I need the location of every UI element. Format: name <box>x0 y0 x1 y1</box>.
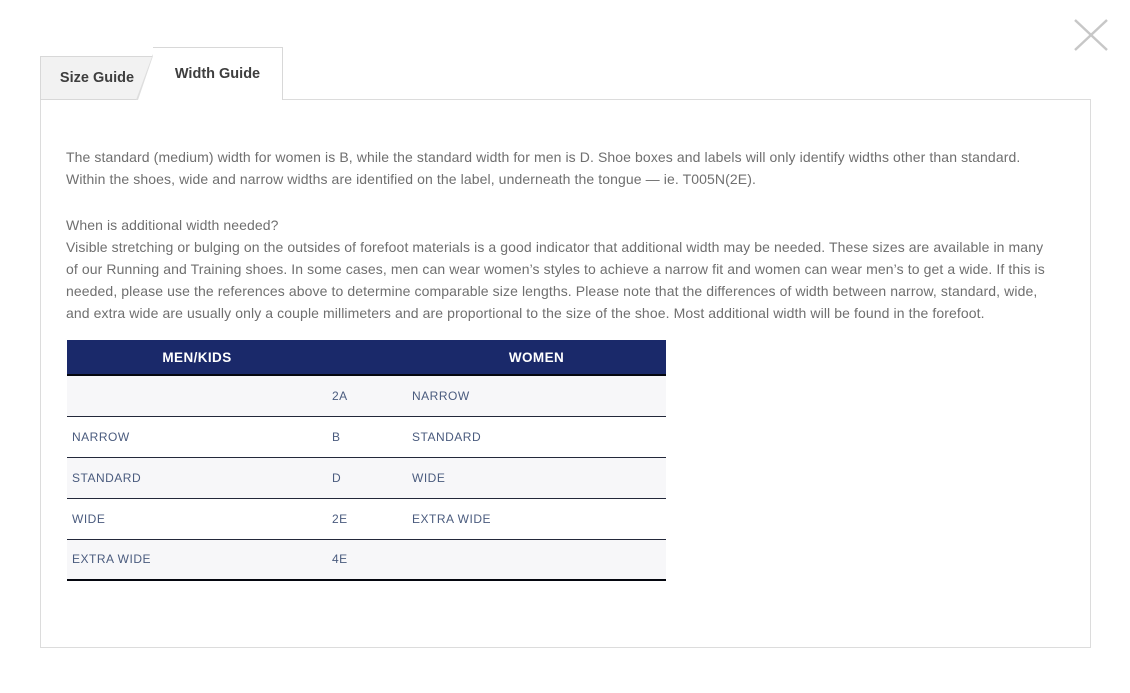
header-men-kids: MEN/KIDS <box>67 340 327 375</box>
tab-width-guide[interactable] <box>153 47 283 100</box>
cell-code: 2E <box>332 511 348 526</box>
answer-paragraph: Visible stretching or bulging on the outsides of forefoot materials is a good indicator that additional width may be needed. These sizes are available in many of our Running and Training shoes. In some cases, men can wear women’s styles to achieve a narrow fit and women can wear men’s to get a wide. If this is needed, please use the references above to determine comparable size lengths. Please note that the differences of width between narrow, standard, wide, and extra wide are usually only a couple millimeters and are proportional to the size of the shoe. Most additional width will be found in the forefoot. <box>66 239 1045 321</box>
close-button[interactable] <box>1070 14 1112 56</box>
tab-bar <box>40 47 283 100</box>
cell-women: STANDARD <box>412 429 482 444</box>
cell-women: WIDE <box>412 470 446 485</box>
question-heading: When is additional width needed? <box>66 217 279 233</box>
table-header-row <box>67 340 666 375</box>
cell-men: STANDARD <box>72 470 142 485</box>
header-code-spacer <box>327 340 407 375</box>
header-women: WOMEN <box>407 340 666 375</box>
cell-code: D <box>332 470 342 485</box>
cell-code: B <box>332 429 341 444</box>
cell-women <box>407 539 666 580</box>
cell-women: EXTRA WIDE <box>412 511 492 526</box>
width-guide-panel <box>40 99 1091 648</box>
cell-men <box>67 375 327 416</box>
tab-size-guide-label: Size Guide <box>59 70 135 86</box>
intro-paragraph: The standard (medium) width for women is B, while the standard width for men is D. Shoe boxes and labels will only identify widths other than standard. Within the shoes, wide and narrow widths are identified on the label, underneath the tongue — ie. T005N(2E). <box>66 149 1021 187</box>
cell-men: WIDE <box>72 511 106 526</box>
table-row <box>67 416 666 457</box>
cell-code: 4E <box>332 552 348 567</box>
cell-women: NARROW <box>412 388 470 403</box>
cell-men: NARROW <box>72 429 130 444</box>
table-row <box>67 375 666 416</box>
tab-width-guide-label: Width Guide <box>174 66 261 82</box>
cell-men: EXTRA WIDE <box>72 552 152 567</box>
close-icon <box>1070 14 1112 56</box>
width-table <box>67 340 666 581</box>
cell-code: 2A <box>332 388 348 403</box>
table-row <box>67 457 666 498</box>
table-row <box>67 498 666 539</box>
table-row <box>67 539 666 580</box>
